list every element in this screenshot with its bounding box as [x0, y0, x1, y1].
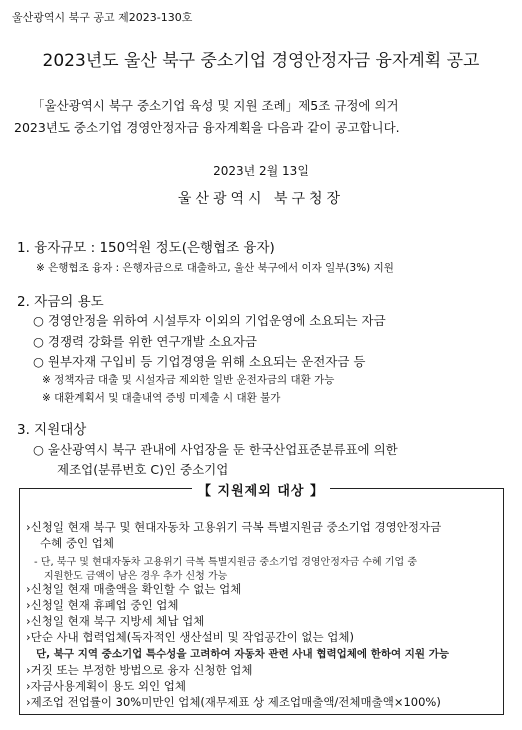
section2-note: ※ 정책자금 대출 및 시설자금 제외한 일반 운전자금의 대환 가능 [42, 374, 335, 386]
section2-heading: 2. 자금의 용도 [17, 294, 104, 310]
exclusion-item: ›제조업 전업률이 30%미만인 업체(재무제표 상 제조업매출액/전체매출액×100%) [26, 695, 441, 709]
exclusion-item: ›신청일 현재 휴폐업 중인 업체 [26, 598, 179, 612]
exclusion-note: 지원한도 금액이 남은 경우 추가 신청 가능 [44, 571, 228, 582]
exclusion-note: 단, 북구 지역 중소기업 특수성을 고려하여 자동차 관련 사내 협력업체에 한하여 지원 가능 [36, 648, 450, 660]
section2-item: ○ 경쟁력 강화를 위한 연구개발 소요자금 [33, 334, 257, 349]
issuing-office: 울산광역시 북구청장 [177, 191, 345, 207]
section1-note: ※ 은행협조 융자 : 은행자금으로 대출하고, 울산 북구에서 이자 일부(3%) 지원 [36, 262, 394, 274]
section2-item: ○ 원부자재 구입비 등 기업경영을 위해 소요되는 운전자금 등 [33, 354, 366, 369]
intro-line: 「울산광역시 북구 중소기업 육성 및 지원 조례」제5조 규정에 의거 [32, 98, 399, 113]
announcement-date: 2023년 2월 13일 [213, 164, 309, 178]
exclusion-note: - 단, 북구 및 현대자동차 고용위기 극복 특별지원금 중소기업 경영안정자금 수혜 기업 중 [34, 557, 418, 568]
exclusion-item: ›신청일 현재 북구 지방세 체납 업체 [26, 614, 205, 628]
page-title: 2023년도 울산 북구 중소기업 경영안정자금 융자계획 공고 [42, 51, 480, 71]
exclusion-item: ›단순 사내 협력업체(독자적인 생산설비 및 작업공간이 없는 업체) [26, 630, 354, 644]
section3-item: ○ 울산광역시 북구 관내에 사업장을 둔 한국산업표준분류표에 의한 [33, 442, 398, 457]
section2-item: ○ 경영안정을 위하여 시설투자 이외의 기업운영에 소요되는 자금 [33, 313, 386, 328]
exclusion-item: ›신청일 현재 북구 및 현대자동차 고용위기 극복 특별지원금 중소기업 경영안정자금 [26, 520, 442, 534]
section3-item: 제조업(분류번호 C)인 중소기업 [57, 462, 229, 477]
intro-paragraph [14, 95, 512, 139]
section3-heading: 3. 지원대상 [17, 422, 87, 438]
section2-note: ※ 대환계획서 및 대출내역 증빙 미제출 시 대환 불가 [42, 392, 281, 404]
exclusion-item: ›신청일 현재 매출액을 확인할 수 없는 업체 [26, 582, 242, 596]
exclusion-title: 【 지원제외 대상 】 [0, 480, 522, 499]
section1-heading: 1. 융자규모 : 150억원 정도(은행협조 융자) [17, 240, 275, 256]
exclusion-item: 수혜 중인 업체 [40, 536, 114, 550]
exclusion-item: ›거짓 또는 부정한 방법으로 융자 신청한 업체 [26, 663, 253, 677]
intro-line: 2023년도 중소기업 경영안정자금 융자계획을 다음과 같이 공고합니다. [14, 120, 400, 135]
notice-number: 울산광역시 북구 공고 제2023-130호 [12, 11, 193, 24]
exclusion-item: ›자금사용계획이 용도 외인 업체 [26, 679, 186, 693]
